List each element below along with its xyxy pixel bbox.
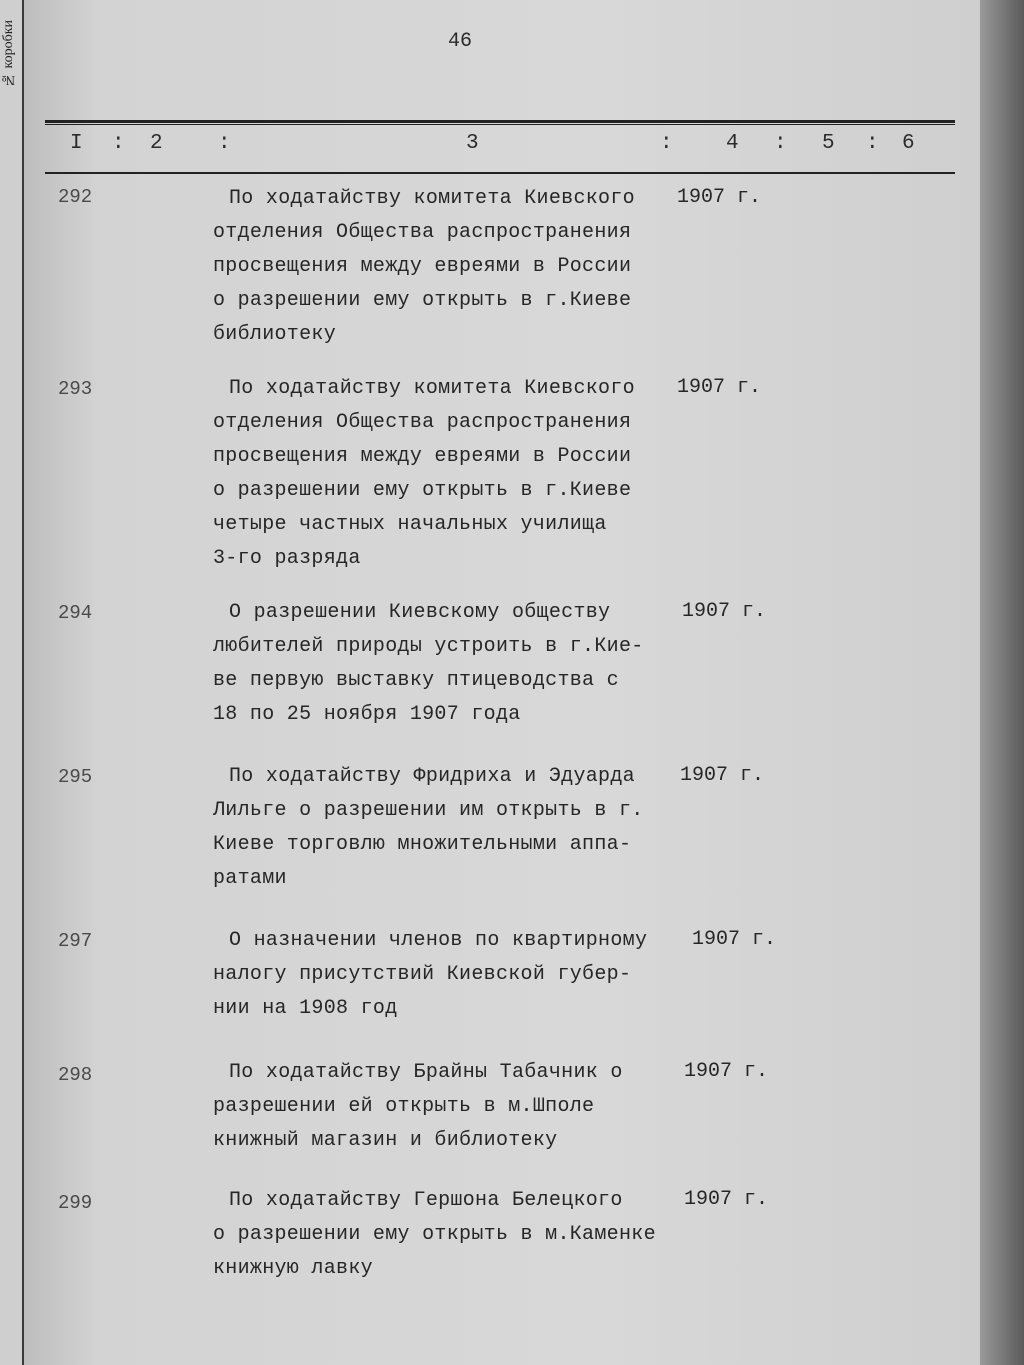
column-separator: :	[218, 132, 232, 155]
entry-line: Киеве торговлю множительными аппа-	[213, 833, 632, 856]
entry-year: 1907 г.	[682, 600, 767, 623]
column-header-5: 5	[822, 132, 836, 155]
entry-number: 298	[58, 1064, 93, 1086]
entry-year: 1907 г.	[692, 928, 777, 951]
column-separator: :	[866, 132, 880, 155]
page-edge-shadow	[980, 0, 1024, 1365]
entry-description	[213, 596, 683, 732]
entry-line: О назначении членов по квартирному	[229, 929, 648, 952]
entry-line: о разрешении ему открыть в г.Киеве	[213, 479, 632, 502]
entry-line: о разрешении ему открыть в г.Киеве	[213, 289, 632, 312]
header-rule-bottom	[45, 172, 955, 174]
column-header-6: 6	[902, 132, 916, 155]
entry-line: любителей природы устроить в г.Кие-	[213, 635, 644, 658]
binding-label: № коробки	[1, 20, 16, 88]
page-number: 46	[448, 30, 473, 53]
entry-line: По ходатайству Брайны Табачник о	[229, 1061, 623, 1084]
entry-line: отделения Общества распространения	[213, 221, 632, 244]
column-header-4: 4	[726, 132, 740, 155]
column-separator: :	[112, 132, 126, 155]
entry-description	[213, 1056, 683, 1158]
entry-line: 18 по 25 ноября 1907 года	[213, 703, 521, 726]
entry-number: 297	[58, 930, 93, 952]
column-separator: :	[660, 132, 674, 155]
entry-description	[213, 1184, 683, 1286]
entry-year: 1907 г.	[684, 1188, 769, 1211]
entry-line: нии на 1908 год	[213, 997, 398, 1020]
entry-number: 299	[58, 1192, 93, 1214]
header-rule-top-thin	[45, 124, 955, 125]
entry-line: о разрешении ему открыть в м.Каменке	[213, 1223, 656, 1246]
entry-line: отделения Общества распространения	[213, 411, 632, 434]
entry-line: О разрешении Киевскому обществу	[229, 601, 611, 624]
entry-description	[213, 760, 683, 896]
entry-line: По ходатайству Гершона Белецкого	[229, 1189, 623, 1212]
column-header-3: 3	[466, 132, 480, 155]
column-separator: :	[774, 132, 788, 155]
entry-line: книжную лавку	[213, 1257, 373, 1280]
binding-strip	[0, 0, 24, 1365]
header-rule-top	[45, 120, 955, 123]
entry-line: просвещения между евреями в России	[213, 445, 632, 468]
entry-description	[213, 372, 683, 576]
column-header-2: 2	[150, 132, 164, 155]
entry-line: По ходатайству комитета Киевского	[229, 187, 635, 210]
entry-description	[213, 182, 683, 352]
entry-number: 294	[58, 602, 93, 624]
entry-line: По ходатайству Фридриха и Эдуарда	[229, 765, 635, 788]
entry-description	[213, 924, 683, 1026]
entry-line: ратами	[213, 867, 287, 890]
entry-line: просвещения между евреями в России	[213, 255, 632, 278]
entry-year: 1907 г.	[684, 1060, 769, 1083]
entry-line: По ходатайству комитета Киевского	[229, 377, 635, 400]
entry-line: ве первую выставку птицеводства с	[213, 669, 619, 692]
entry-year: 1907 г.	[677, 376, 762, 399]
entry-line: книжный магазин и библиотеку	[213, 1129, 558, 1152]
entry-line: налогу присутствий Киевской губер-	[213, 963, 632, 986]
entry-line: четыре частных начальных училища	[213, 513, 607, 536]
entry-year: 1907 г.	[677, 186, 762, 209]
entry-line: библиотеку	[213, 323, 337, 346]
entry-number: 295	[58, 766, 93, 788]
entry-year: 1907 г.	[680, 764, 765, 787]
entry-line: разрешении ей открыть в м.Шполе	[213, 1095, 595, 1118]
column-header-1: I	[70, 132, 84, 155]
entry-line: Лильге о разрешении им открыть в г.	[213, 799, 644, 822]
entry-number: 293	[58, 378, 93, 400]
entry-number: 292	[58, 186, 93, 208]
entry-line: 3-го разряда	[213, 547, 361, 570]
